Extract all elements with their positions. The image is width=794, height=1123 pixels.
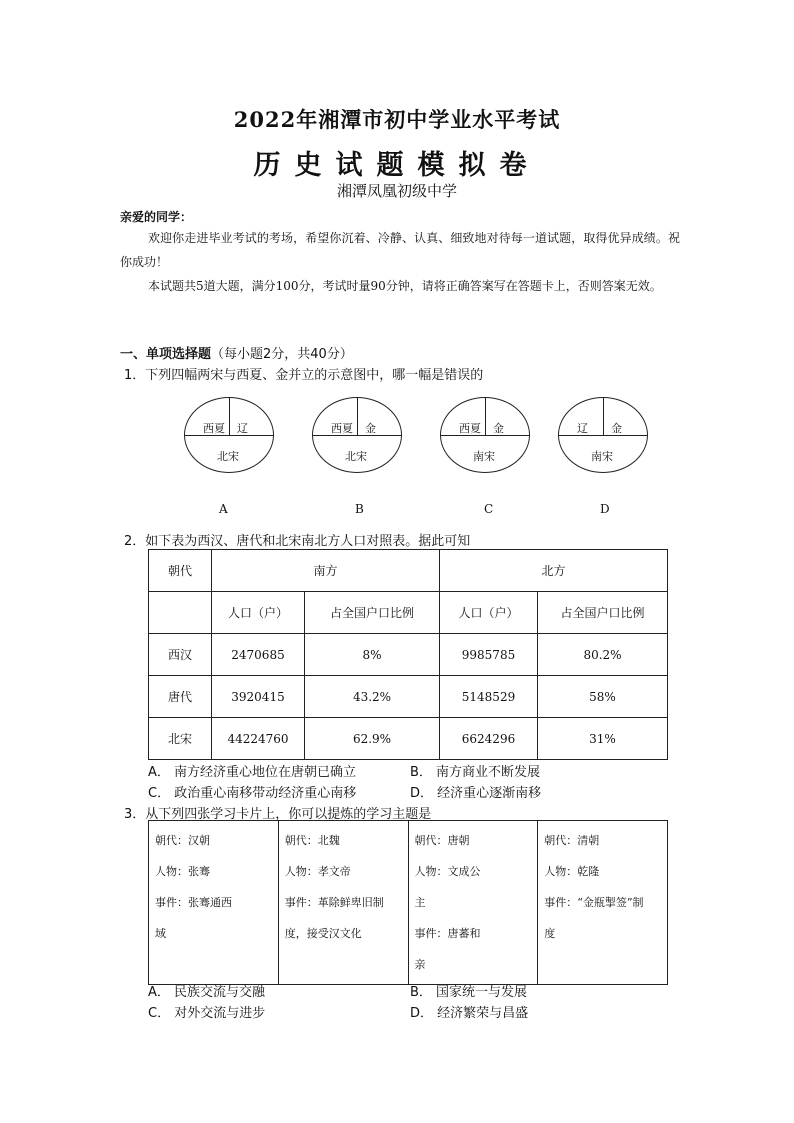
section-title: 一、单项选择题 bbox=[120, 347, 212, 362]
card-line: 朝代：清朝 bbox=[544, 834, 600, 847]
card-line: 度，接受汉文化 bbox=[284, 927, 362, 940]
diagram-d-letter: D bbox=[600, 502, 610, 516]
table-cell: 西汉 bbox=[149, 634, 212, 676]
table-cell: 2470685 bbox=[212, 634, 305, 676]
table-row bbox=[149, 821, 668, 985]
intro-paragraph-1: 欢迎你走进毕业考试的考场，希望你沉着、冷静、认真、细致地对待每一道试题，取得优异成绩。祝你成功！ bbox=[120, 231, 680, 269]
study-cards-table bbox=[148, 820, 668, 985]
divider bbox=[603, 398, 604, 435]
diagram-b-bottom: 北宋 bbox=[345, 450, 367, 463]
table-cell: 9985785 bbox=[440, 634, 538, 676]
diagram-b-right: 金 bbox=[365, 422, 376, 435]
diagram-b-circle bbox=[312, 397, 402, 473]
table-cell: 6624296 bbox=[440, 718, 538, 760]
table-header-south: 南方 bbox=[212, 550, 440, 592]
diagram-a-bottom: 北宋 bbox=[217, 450, 239, 463]
table-cell: 8% bbox=[305, 634, 440, 676]
diagram-a-circle bbox=[184, 397, 274, 473]
card-line: 朝代：汉朝 bbox=[155, 834, 210, 847]
divider bbox=[357, 398, 358, 435]
diagram-a-letter: A bbox=[219, 502, 228, 516]
diagram-a-left: 西夏 bbox=[203, 422, 225, 435]
table-cell: 唐代 bbox=[149, 676, 212, 718]
card-line: 亲 bbox=[414, 958, 426, 971]
diagram-b-left: 西夏 bbox=[331, 422, 353, 435]
table-cell: 80.2% bbox=[538, 634, 668, 676]
question-2-text: 2．如下表为西汉、唐代和北宋南北方人口对照表。据此可知 bbox=[124, 534, 471, 549]
table-header-north-pop: 人口（户） bbox=[440, 592, 538, 634]
diagram-c-letter: C bbox=[484, 502, 494, 516]
diagram-c-circle bbox=[440, 397, 530, 473]
question-1-text: 1．下列四幅两宋与西夏、金并立的示意图中，哪一幅是错误的 bbox=[124, 368, 484, 383]
population-table bbox=[148, 549, 668, 760]
table-row bbox=[149, 550, 668, 592]
study-card bbox=[149, 821, 279, 985]
table-cell-empty bbox=[149, 592, 212, 634]
diagram-d-circle bbox=[558, 397, 648, 473]
diagram-a-right: 辽 bbox=[237, 422, 248, 435]
diagram-c-right: 金 bbox=[493, 422, 504, 435]
divider bbox=[441, 435, 529, 436]
card-line: 人物：乾隆 bbox=[544, 865, 600, 878]
table-cell: 43.2% bbox=[305, 676, 440, 718]
section-heading bbox=[120, 343, 353, 362]
table-header-north: 北方 bbox=[440, 550, 668, 592]
divider bbox=[185, 435, 273, 436]
card-line: 人物：孝文帝 bbox=[284, 865, 351, 878]
card-line: 事件：“金瓶掣签”制 bbox=[544, 896, 644, 909]
card-line: 主 bbox=[414, 896, 426, 909]
table-cell: 3920415 bbox=[212, 676, 305, 718]
q3-option-a: A． 民族交流与交融 bbox=[148, 985, 266, 1000]
q2-option-c: C． 政治重心南移带动经济重心南移 bbox=[148, 786, 357, 801]
diagram-d-right: 金 bbox=[611, 422, 622, 435]
card-line: 人物：文成公 bbox=[414, 865, 481, 878]
diagram-c-bottom: 南宋 bbox=[473, 450, 495, 463]
card-line: 域 bbox=[155, 927, 166, 940]
table-row bbox=[149, 676, 668, 718]
table-header-north-ratio: 占全国户口比例 bbox=[538, 592, 668, 634]
table-row bbox=[149, 634, 668, 676]
q3-option-d: D． 经济繁荣与昌盛 bbox=[410, 1006, 529, 1021]
diagram-c-left: 西夏 bbox=[459, 422, 481, 435]
school-name: 湘潭凤凰初级中学 bbox=[336, 182, 457, 200]
q3-option-b: B． 国家统一与发展 bbox=[410, 985, 528, 1000]
card-line: 人物：张骞 bbox=[155, 865, 210, 878]
table-header-south-pop: 人口（户） bbox=[212, 592, 305, 634]
divider bbox=[229, 398, 230, 435]
table-row bbox=[149, 718, 668, 760]
q3-option-c: C． 对外交流与进步 bbox=[148, 1006, 266, 1021]
divider bbox=[485, 398, 486, 435]
study-card bbox=[408, 821, 538, 985]
divider bbox=[313, 435, 401, 436]
divider bbox=[559, 435, 647, 436]
table-header-dynasty: 朝代 bbox=[149, 550, 212, 592]
card-line: 事件：张骞通西 bbox=[155, 896, 232, 909]
card-line: 朝代：北魏 bbox=[284, 834, 340, 847]
table-cell: 31% bbox=[538, 718, 668, 760]
intro-paragraph-2: 本试题共5道大题，满分100分，考试时量90分钟，请将正确答案写在答题卡上，否则答案无效。 bbox=[148, 279, 662, 293]
study-card bbox=[278, 821, 408, 985]
section-note: （每小题2分，共40分） bbox=[211, 347, 353, 362]
card-line: 事件：唐蕃和 bbox=[414, 927, 481, 940]
q2-option-d: D． 经济重心逐渐南移 bbox=[410, 786, 542, 801]
diagram-b-letter: B bbox=[355, 502, 364, 516]
exam-title: 2022年湘潭市初中学业水平考试 bbox=[233, 107, 561, 132]
greeting: 亲爱的同学： bbox=[120, 210, 193, 224]
table-cell: 北宋 bbox=[149, 718, 212, 760]
card-line: 朝代：唐朝 bbox=[414, 834, 470, 847]
study-card bbox=[538, 821, 668, 985]
table-cell: 62.9% bbox=[305, 718, 440, 760]
question-3-text: 3．从下列四张学习卡片上，你可以提炼的学习主题是 bbox=[124, 807, 432, 822]
card-line: 度 bbox=[544, 927, 556, 940]
card-line: 事件：革除鲜卑旧制 bbox=[284, 896, 384, 909]
q2-option-b: B． 南方商业不断发展 bbox=[410, 765, 541, 780]
q2-option-a: A． 南方经济重心地位在唐朝已确立 bbox=[148, 765, 357, 780]
table-cell: 58% bbox=[538, 676, 668, 718]
table-cell: 44224760 bbox=[212, 718, 305, 760]
exam-subtitle: 历史试题模拟卷 bbox=[253, 150, 541, 181]
diagram-d-bottom: 南宋 bbox=[591, 450, 613, 463]
table-cell: 5148529 bbox=[440, 676, 538, 718]
table-row bbox=[149, 592, 668, 634]
table-header-south-ratio: 占全国户口比例 bbox=[305, 592, 440, 634]
diagram-d-left: 辽 bbox=[577, 422, 588, 435]
